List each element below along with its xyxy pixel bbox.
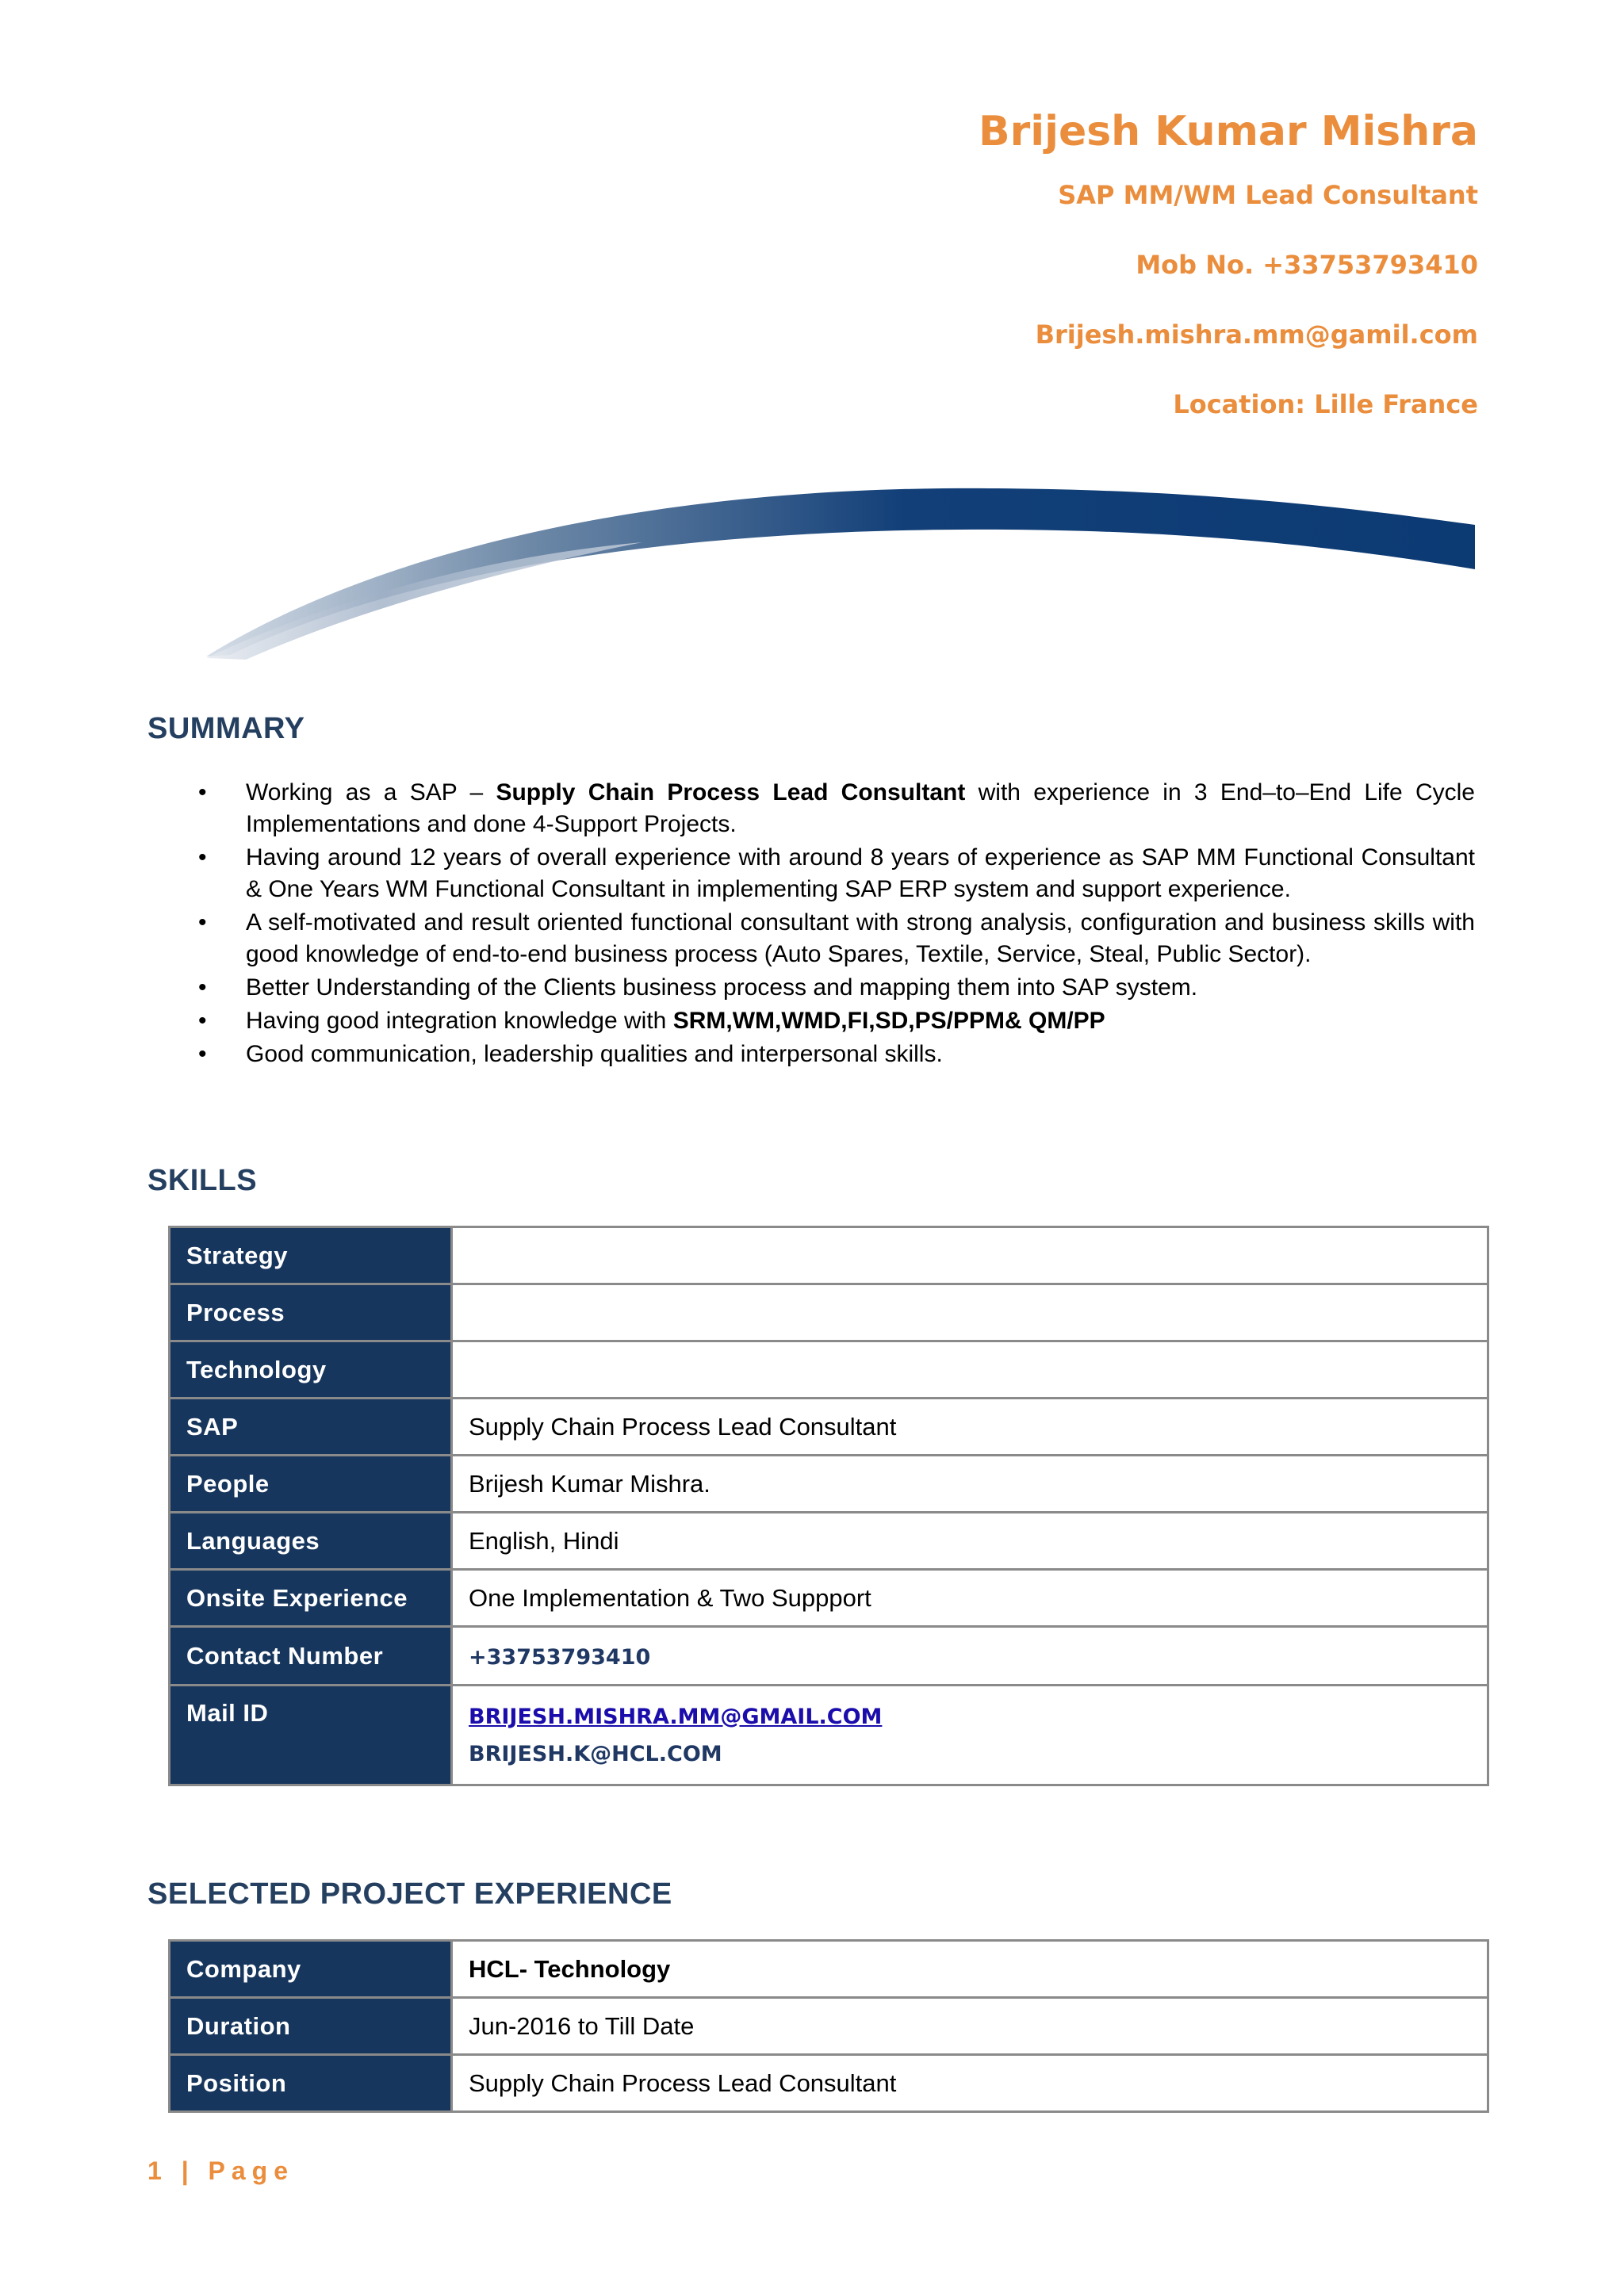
skills-label: People xyxy=(170,1456,452,1513)
summary-item xyxy=(198,1005,1475,1037)
summary-text: Working as a SAP – xyxy=(246,779,496,806)
skills-row xyxy=(170,1513,1488,1570)
skills-row xyxy=(170,1227,1488,1284)
mobile-number: Mob No. +33753793410 xyxy=(1136,250,1478,280)
experience-label: Position xyxy=(170,2055,452,2112)
experience-value: Jun-2016 to Till Date xyxy=(452,1998,1488,2055)
page-number: 1 xyxy=(147,2156,168,2185)
skills-row xyxy=(170,1456,1488,1513)
summary-text: Having good integration knowledge with xyxy=(246,1008,673,1034)
experience-table xyxy=(168,1939,1489,2113)
summary-item xyxy=(198,842,1475,905)
summary-text: with experience in 3 End–to–End Life Cycle Implementations and done 4-Support Projects. xyxy=(246,779,1475,837)
summary-item xyxy=(198,777,1475,840)
skills-label: Onsite Experience xyxy=(170,1570,452,1627)
skills-label: Contact Number xyxy=(170,1627,452,1686)
page-separator: | xyxy=(181,2156,195,2185)
skills-label: Mail ID xyxy=(170,1686,452,1785)
experience-label: Company xyxy=(170,1941,452,1998)
bullet-icon: • xyxy=(198,844,207,871)
skills-value: English, Hindi xyxy=(452,1513,1488,1570)
contact-number-value: +33753793410 xyxy=(469,1644,651,1670)
experience-value: Supply Chain Process Lead Consultant xyxy=(452,2055,1488,2112)
skills-row xyxy=(170,1627,1488,1686)
skills-value xyxy=(452,1284,1488,1341)
skills-heading: SKILLS xyxy=(147,1164,258,1197)
skills-value: Brijesh Kumar Mishra. xyxy=(452,1456,1488,1513)
skills-row xyxy=(170,1570,1488,1627)
skills-row xyxy=(170,1341,1488,1399)
summary-item xyxy=(198,972,1475,1004)
email-link[interactable]: BRIJESH.MISHRA.MM@GMAIL.COM xyxy=(469,1704,883,1729)
skills-label: SAP xyxy=(170,1399,452,1456)
summary-heading: SUMMARY xyxy=(147,712,305,745)
candidate-name: Brijesh Kumar Mishra xyxy=(979,108,1478,155)
skills-value xyxy=(452,1627,1488,1686)
skills-row xyxy=(170,1686,1488,1785)
skills-row xyxy=(170,1284,1488,1341)
summary-bold-text: SRM,WM,WMD,FI,SD,PS/PPM& QM/PP xyxy=(672,1008,1105,1034)
skills-row xyxy=(170,1399,1488,1456)
summary-item xyxy=(198,907,1475,970)
job-title: SAP MM/WM Lead Consultant xyxy=(1058,180,1478,210)
bullet-icon: • xyxy=(198,909,207,936)
summary-text: Better Understanding of the Clients business process and mapping them into SAP system. xyxy=(246,974,1198,1001)
bullet-icon: • xyxy=(198,779,207,806)
bullet-icon: • xyxy=(198,1041,207,1067)
experience-row xyxy=(170,2055,1488,2112)
skills-value xyxy=(452,1686,1488,1785)
bullet-icon: • xyxy=(198,974,207,1001)
summary-list xyxy=(198,777,1475,1072)
summary-text: Having around 12 years of overall experience with around 8 years of experience as SAP MM Functional Consultant & One Years WM Functional Consultant in implementing SAP ERP system and support experience. xyxy=(246,844,1475,902)
skills-label: Languages xyxy=(170,1513,452,1570)
location: Location: Lille France xyxy=(1173,389,1478,419)
experience-row xyxy=(170,1998,1488,2055)
skills-value xyxy=(452,1227,1488,1284)
experience-row xyxy=(170,1941,1488,1998)
skills-value: One Implementation & Two Suppport xyxy=(452,1570,1488,1627)
decorative-swoosh xyxy=(198,476,1483,666)
skills-label: Technology xyxy=(170,1341,452,1399)
page-footer xyxy=(147,2156,294,2186)
experience-value: HCL- Technology xyxy=(452,1941,1488,1998)
bullet-icon: • xyxy=(198,1008,207,1034)
summary-item xyxy=(198,1039,1475,1070)
skills-value xyxy=(452,1341,1488,1399)
secondary-email: BRIJESH.K@HCL.COM xyxy=(469,1741,722,1766)
skills-table xyxy=(168,1226,1489,1786)
header-contact-block xyxy=(979,103,1478,457)
summary-text: Good communication, leadership qualities and interpersonal skills. xyxy=(246,1041,943,1067)
skills-value: Supply Chain Process Lead Consultant xyxy=(452,1399,1488,1456)
skills-label: Strategy xyxy=(170,1227,452,1284)
skills-label: Process xyxy=(170,1284,452,1341)
page-word: Page xyxy=(208,2156,295,2185)
experience-label: Duration xyxy=(170,1998,452,2055)
summary-text: A self-motivated and result oriented functional consultant with strong analysis, configuration and business skills with good knowledge of end-to-end business process (Auto Spares, Textile, Service, Steal, Public Sector). xyxy=(246,909,1475,967)
experience-heading: SELECTED PROJECT EXPERIENCE xyxy=(147,1877,672,1911)
summary-bold-text: Supply Chain Process Lead Consultant xyxy=(496,779,966,806)
email-address: Brijesh.mishra.mm@gamil.com xyxy=(1035,320,1478,350)
